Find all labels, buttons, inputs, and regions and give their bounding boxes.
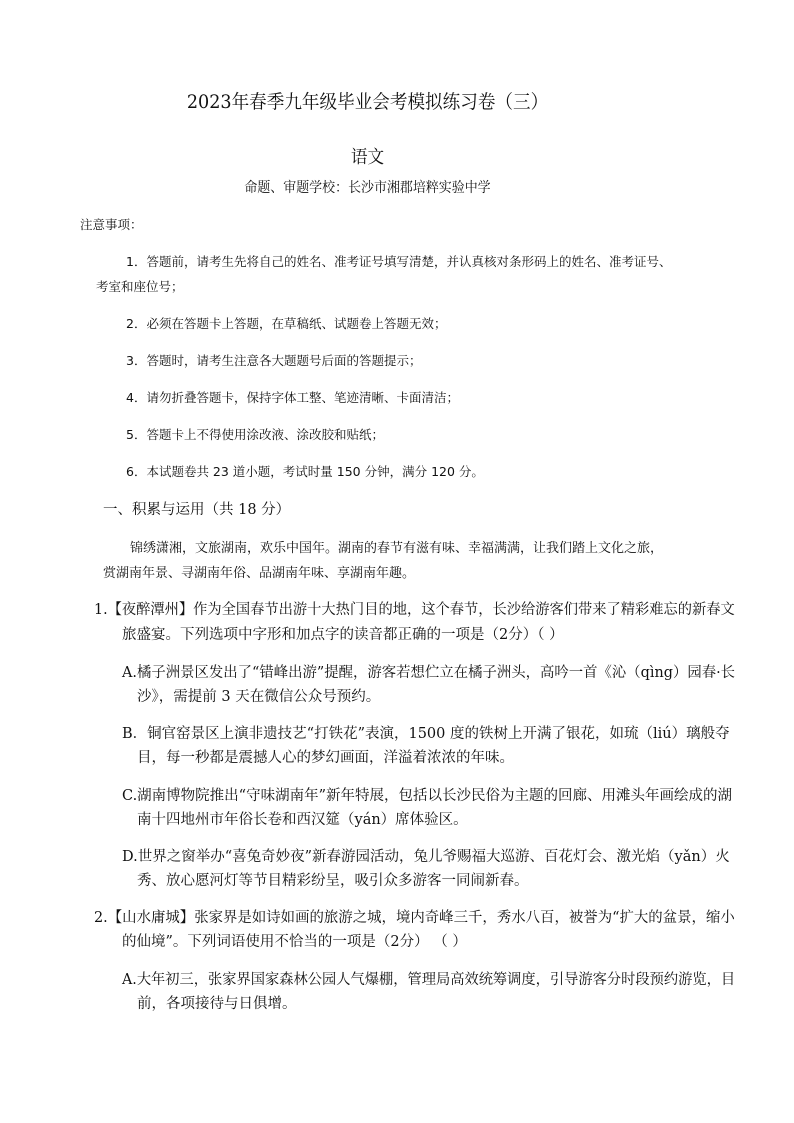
question-2-stem: 的仙境”。下列词语使用不恰当的一项是（2分） （ ）	[122, 934, 467, 950]
section-intro-line: 锦绣潇湘，文旅湖南，欢乐中国年。湖南的春节有滋有味、幸福满满，让我们踏上文化之旅，	[130, 541, 664, 556]
note-line: 2．必须在答题卡上答题，在草稿纸、试题卷上答题无效；	[126, 316, 447, 331]
q1-option-b: B．铜官窑景区上演非遗技艺“打铁花”表演，1500 度的铁树上开满了银花，如琉（liú）璃般夺	[122, 726, 730, 742]
question-1-stem: 1.【夜醉潭州】作为全国春节出游十大热门目的地，这个春节，长沙给游客们带来了精彩难忘的新春文	[94, 602, 735, 618]
school-line: 命题、审题学校：长沙市湘郡培粹实验中学	[244, 180, 491, 196]
q1-option-d: D.世界之窗举办“喜兔奇妙夜”新春游园活动，兔儿爷赐福大巡游、百花灯会、激光焰（yǎn）火	[122, 849, 730, 865]
q2-option-a-cont: 前，各项接待与日俱增。	[137, 996, 297, 1012]
note-line: 5．答题卡上不得使用涂改液、涂改胶和贴纸；	[126, 427, 384, 442]
note-line: 1．答题前，请考生先将自己的姓名、准考证号填写清楚，并认真核对条形码上的姓名、准考证号、	[126, 254, 672, 269]
q1-option-c-cont: 南十四地州市年俗长卷和西汉筵（yán）席体验区。	[137, 812, 468, 828]
section-intro-line: 赏湖南年景、寻湖南年俗、品湖南年味、享湖南年趣。	[103, 566, 416, 581]
q2-option-a: A.大年初三，张家界国家森林公园人气爆棚，管理局高效统筹调度，引导游客分时段预约游览，目	[122, 972, 736, 988]
q1-option-c: C.湖南博物院推出“守味湖南年”新年特展，包括以长沙民俗为主题的回廊、用滩头年画绘成的湖	[122, 788, 733, 804]
note-line: 考室和座位号；	[96, 279, 184, 294]
subject-title: 语文	[350, 147, 385, 168]
question-2-stem: 2.【山水庸城】张家界是如诗如画的旅游之城，境内奇峰三千，秀水八百，被誉为“扩大的盆景，缩小	[94, 910, 735, 926]
note-line: 6．本试题卷共 23 道小题，考试时量 150 分钟，满分 120 分。	[126, 464, 484, 479]
q1-option-a-cont: 沙》，需提前 3 天在微信公众号预约。	[137, 689, 381, 705]
q1-option-b-cont: 目，每一秒都是震撼人心的梦幻画面，洋溢着浓浓的年味。	[137, 750, 514, 766]
notes-heading: 注意事项：	[80, 217, 143, 232]
section-title: 一、积累与运用（共 18 分）	[103, 502, 291, 518]
exam-title: 2023年春季九年级毕业会考模拟练习卷（三）	[186, 91, 549, 113]
question-1-stem: 旅盛宴。下列选项中字形和加点字的读音都正确的一项是（2分）（ ）	[122, 627, 564, 643]
note-line: 3．答题时，请考生注意各大题题号后面的答题提示；	[126, 353, 422, 368]
q1-option-d-cont: 秀、放心愿河灯等节目精彩纷呈，吸引众多游客一同闹新春。	[137, 873, 529, 889]
q1-option-a: A.橘子洲景区发出了“错峰出游”提醒，游客若想伫立在橘子洲头，高吟一首《沁（qìng）园春·长	[122, 665, 736, 681]
note-line: 4．请勿折叠答题卡，保持字体工整、笔迹清晰、卡面清洁；	[126, 390, 459, 405]
